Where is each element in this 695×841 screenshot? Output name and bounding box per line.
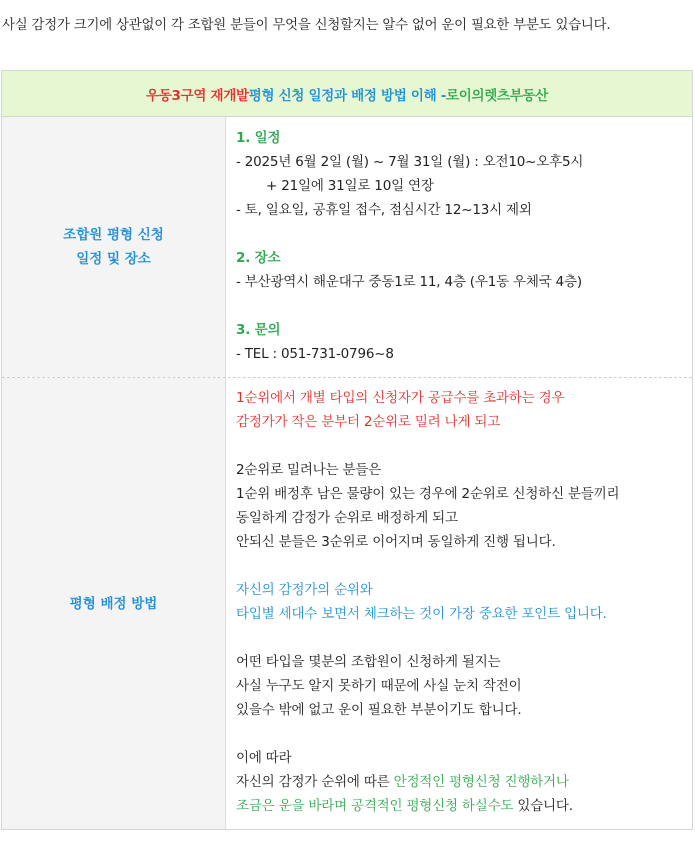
method-conclusion-line — [236, 794, 692, 818]
schedule-exclusion-line: - 토, 일요일, 공휴일 접수, 점심시간 12~13시 제외 — [236, 202, 532, 218]
contact-section-title: 3. 문의 — [236, 322, 281, 338]
method-label-cell — [2, 378, 226, 829]
header-title-district: 우동3구역 재개발 — [146, 87, 249, 104]
method-content-cell — [226, 378, 692, 829]
conclusion-text: 있습니다. — [513, 798, 573, 814]
schedule-label-line2: 일정 및 장소 — [76, 251, 151, 267]
method-text-line: 동일하게 감정가 순위로 배정하게 되고 — [236, 510, 458, 526]
method-rule-line: 1순위에서 개별 타입의 신청자가 공급수를 초과하는 경우 — [236, 390, 565, 406]
method-rule-line: 감정가가 작은 분부터 2순위로 밀려 나게 되고 — [236, 414, 501, 430]
spacer — [236, 722, 692, 746]
method-text-line: 있을수 밖에 없고 운이 필요한 부분이기도 합니다. — [236, 702, 522, 718]
header-title-topic: 평형 신청 일정과 배정 방법 이해 - — [248, 87, 447, 104]
conclusion-highlight: 조금은 운을 바라며 공격적인 평형신청 하실수도 — [236, 798, 514, 814]
method-text-line: 1순위 배정후 남은 물량이 있는 경우에 2순위로 신청하신 분들끼리 — [236, 486, 620, 502]
schedule-label-cell — [2, 117, 226, 377]
method-key-point-line: 타입별 세대수 보면서 체크하는 것이 가장 중요한 포인트 입니다. — [236, 606, 607, 622]
method-text-line: 어떤 타입을 몇분의 조합원이 신청하게 될지는 — [236, 654, 501, 670]
spacer — [236, 434, 692, 458]
spacer — [236, 626, 692, 650]
schedule-content-cell — [226, 117, 692, 377]
method-label: 평형 배정 방법 — [69, 595, 158, 612]
info-table — [1, 70, 693, 830]
method-conclusion-line — [236, 770, 692, 794]
conclusion-highlight: 안정적인 평형신청 진행하거나 — [393, 774, 569, 790]
spacer — [236, 294, 692, 318]
method-text-line: 이에 따라 — [236, 750, 292, 766]
location-section-title: 2. 장소 — [236, 250, 281, 266]
table-header — [2, 71, 692, 117]
contact-phone-line: - TEL : 051-731-0796~8 — [236, 346, 394, 362]
method-text-line: 2순위로 밀려나는 분들은 — [236, 462, 381, 478]
header-title-brand: 로이의렛츠부동산 — [446, 87, 548, 104]
schedule-row — [2, 117, 692, 378]
method-key-point-line: 자신의 감정가의 순위와 — [236, 582, 373, 598]
schedule-section-title: 1. 일정 — [236, 130, 281, 146]
method-row — [2, 378, 692, 829]
spacer — [236, 554, 692, 578]
location-address-line: - 부산광역시 해운대구 중동1로 11, 4층 (우1동 우체국 4층) — [236, 274, 582, 290]
schedule-extension-line: + 21일에 31일로 10일 연장 — [266, 178, 434, 194]
conclusion-text: 자신의 감정가 순위에 따른 — [236, 774, 394, 790]
intro-paragraph: 사실 감정가 크기에 상관없이 각 조합원 분들이 무엇을 신청할지는 알수 없어 운이 필요한 부분도 있습니다. — [2, 18, 611, 33]
schedule-label-line1: 조합원 평형 신청 — [63, 227, 164, 243]
method-text-line: 안되신 분들은 3순위로 이어지며 동일하게 진행 됩니다. — [236, 534, 556, 550]
spacer — [236, 222, 692, 246]
method-text-line: 사실 누구도 알지 못하기 때문에 사실 눈치 작전이 — [236, 678, 522, 694]
schedule-date-line: - 2025년 6월 2일 (월) ~ 7월 31일 (월) : 오전10~오후5시 — [236, 154, 584, 170]
